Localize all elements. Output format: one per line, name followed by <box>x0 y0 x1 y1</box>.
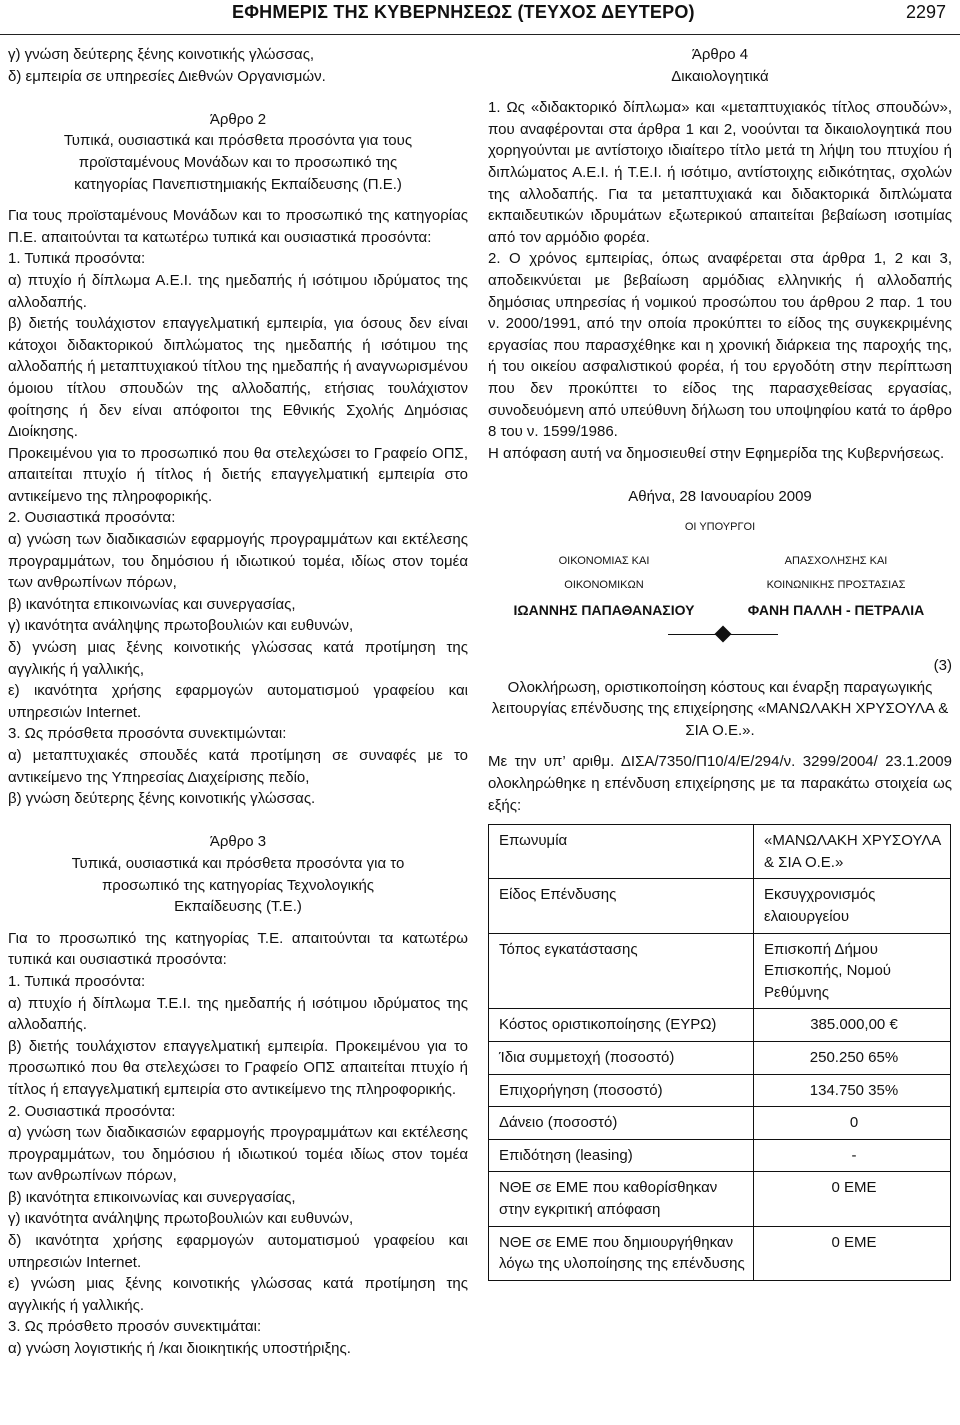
paragraph: 1. Τυπικά προσόντα: <box>8 972 146 990</box>
table-cell-label: Δάνειο (ποσοστό) <box>489 1107 754 1140</box>
table-row <box>489 1074 951 1107</box>
paragraph: β) διετής τουλάχιστον επαγγελματική εμπειρία. Προκειμένου για το προσωπικό που θα στελεχώσει το Γραφείο ΟΠΣ απαιτείται πτυχίο ή τίτλος ή επαγγελματική εμπειρία στο αντικείμενο της πληροφορικής. <box>8 1037 468 1098</box>
paragraph: 1. Ως «διδακτορικό δίπλωμα» και «μεταπτυχιακός τίτλος σπουδών», που αναφέρονται στα άρθρα 1 και 2, νοούνται τα δικαιολογητικά που χορηγούνται με αντίστοιχο ιδιαίτερο τίτλο μετά τη λήψη του πτυχίου ή διπλώματος Α.Ε.Ι. ή Τ.Ε.Ι. ή ισότιμο, αντίστοιχης ειδικότητας, σχολών της αλλοδαπής. Για τα μεταπτυχιακά και διδακτορικά διπλώματα εκπαιδευτικών ιδρυμάτων εξωτερικού απαιτείται βεβαίωση ισοτιμίας από τον αρμόδιο φορέα. <box>488 99 952 246</box>
table-row <box>489 1009 951 1042</box>
table-cell-value: - <box>754 1139 951 1172</box>
article-3-subtitle: προσωπικό της κατηγορίας Τεχνολογικής <box>101 876 375 894</box>
signatory-right: ΦΑΝΗ ΠΑΛΛΗ - ΠΕΤΡΑΛΙΑ <box>747 602 925 619</box>
table-cell-label: Επιδότηση (leasing) <box>489 1139 754 1172</box>
article-2-subtitle: κατηγορίας Πανεπιστημιακής Εκπαίδευσης (Π.Ε.) <box>74 175 402 193</box>
signature-date: Αθήνα, 28 Ιανουαρίου 2009 <box>628 487 812 505</box>
paragraph: α) μεταπτυχιακές σπουδές κατά προτίμηση σε συναφές με το αντικείμενο της Υπηρεσίας Διαχείρισης πεδίο, <box>8 747 468 786</box>
table-cell-value: 134.750 35% <box>754 1074 951 1107</box>
paragraph: 2. Ο χρόνος εμπειρίας, όπως αναφέρεται στα άρθρα 1, 2 και 3, αποδεικνύεται με βεβαίωση αρμόδιας ελληνικής ή αλλοδαπής δημόσιας υπηρεσίας ή νομικού προσώπου του άρθρου 2 παρ. 1 του ν. 2000/1991, από την οποία προκύπτει το είδος της συγκεκριμένης εργασίας που παρασχέθηκε και η χρονική διάρκεια της παροχής της, ή του οικείου ασφαλιστικού φορέα, ή του εργοδότη στην περίπτωση που δεν προκύπτει το είδος της παρασχεθείσας εργασίας, συνοδευόμενη από υπεύθυνη δήλωση του υποψηφίου κατά το άρθρο 8 του ν. 1599/1986. <box>488 250 952 441</box>
table-cell-value: «ΜΑΝΩΛΑΚΗ ΧΡΥΣΟΥΛΑ & ΣΙΑ Ο.Ε.» <box>754 825 951 879</box>
paragraph: 3. Ως πρόσθετα προσόντα συνεκτιμώνται: <box>8 725 287 743</box>
article-4-title: Άρθρο 4 <box>691 46 749 63</box>
paragraph: Για τους προϊσταμένους Μονάδων και το προσωπικό της κατηγορίας Π.Ε. απαιτούνται τα κατωτέρω τυπικά και ουσιαστικά προσόντα: <box>8 207 468 246</box>
section-title: Ολοκλήρωση, οριστικοποίηση κόστους και έναρξη παραγωγικής λειτουργίας επένδυσης της επιχείρησης «ΜΑΝΩΛΑΚΗ ΧΡΥΣΟΥΛΑ & ΣΙΑ Ο.Ε.». <box>491 678 949 739</box>
paragraph: ε) γνώση μιας ξένης κοινοτικής γλώσσας κατά προτίμηση της αγγλικής ή γαλλικής. <box>8 1275 468 1314</box>
section-number: (3) <box>933 657 952 675</box>
paragraph: β) γνώση δεύτερης ξένης κοινοτικής γλώσσας. <box>8 790 316 808</box>
paragraph: δ) γνώση μιας ξένης κοινοτικής γλώσσας κατά προτίμηση της αγγλικής ή γαλλικής, <box>8 639 468 678</box>
signatures-row <box>488 597 952 623</box>
ministry-right: ΚΟΙΝΩΝΙΚΗΣ ΠΡΟΣΤΑΣΙΑΣ <box>766 579 906 592</box>
table-row <box>489 1139 951 1172</box>
gazette-title: ΕΦΗΜΕΡΙΣ ΤΗΣ ΚΥΒΕΡΝΗΣΕΩΣ (ΤΕΥΧΟΣ ΔΕΥΤΕΡΟ) <box>232 2 695 22</box>
table-cell-value: 0 ΕΜΕ <box>754 1172 951 1226</box>
paragraph: γ) γνώση δεύτερης ξένης κοινοτικής γλώσσας, <box>8 46 315 63</box>
table-row <box>489 1226 951 1280</box>
paragraph: 2. Ουσιαστικά προσόντα: <box>8 1102 176 1120</box>
paragraph: γ) ικανότητα ανάληψης πρωτοβουλιών και ευθυνών, <box>8 617 354 635</box>
table-cell-label: Επωνυμία <box>489 825 754 879</box>
article-2-title: Άρθρο 2 <box>209 110 267 128</box>
paragraph: 1. Τυπικά προσόντα: <box>8 250 146 268</box>
ministry-left: ΟΙΚΟΝΟΜΙΚΩΝ <box>564 579 644 592</box>
table-row <box>489 933 951 1009</box>
right-column <box>488 44 952 1281</box>
signatory-left: ΙΩΑΝΝΗΣ ΠΑΠΑΘΑΝΑΣΙΟΥ <box>513 602 695 619</box>
table-row <box>489 1107 951 1140</box>
table-cell-label: Είδος Επένδυσης <box>489 879 754 933</box>
ministry-left: ΟΙΚΟΝΟΜΙΑΣ ΚΑΙ <box>558 555 650 568</box>
paragraph: Προκειμένου για το προσωπικό που θα στελεχώσει το Γραφείο ΟΠΣ, απαιτείται πτυχίο ή τίτλος ή διετής επαγγελματική εμπειρία στο αντικείμενο της πληροφορικής. <box>8 444 468 505</box>
paragraph: α) γνώση των διαδικασιών εφαρμογής προγραμμάτων και εκτέλεσης προγραμμάτων, του δημόσιου ή ιδιωτικού τομέα, ιδίως στον τομέα των ανθρωπίνων πόρων, <box>8 531 468 592</box>
article-3-subtitle: Τυπικά, ουσιαστικά και πρόσθετα προσόντα για το <box>71 854 405 872</box>
paragraph: β) ικανότητα επικοινωνίας και συνεργασίας, <box>8 595 296 613</box>
table-cell-label: Κόστος οριστικοποίησης (ΕΥΡΩ) <box>489 1009 754 1042</box>
table-cell-value: 250.250 65% <box>754 1041 951 1074</box>
paragraph: β) ικανότητα επικοινωνίας και συνεργασίας, <box>8 1188 296 1206</box>
table-row <box>489 1172 951 1226</box>
paragraph: 2. Ουσιαστικά προσόντα: <box>8 509 176 527</box>
paragraph: δ) ικανότητα χρήσης εφαρμογών αυτοματισμού γραφείου και υπηρεσιών Internet. <box>8 1232 468 1271</box>
table-cell-value: 0 <box>754 1107 951 1140</box>
table-cell-label: ΝΘΕ σε ΕΜΕ που καθορίσθηκαν στην εγκριτική απόφαση <box>489 1172 754 1226</box>
paragraph: ε) ικανότητα χρήσης εφαρμογών αυτοματισμού γραφείου και υπηρεσιών Internet. <box>8 682 468 721</box>
table-cell-label: ΝΘΕ σε ΕΜΕ που δημιουργήθηκαν λόγω της υλοποίησης της επένδυσης <box>489 1226 754 1280</box>
table-cell-label: Τόπος εγκατάστασης <box>489 933 754 1009</box>
paragraph: δ) εμπειρία σε υπηρεσίες Διεθνών Οργανισμών. <box>8 67 326 85</box>
article-3-subtitle: Εκπαίδευσης (Τ.Ε.) <box>174 898 302 916</box>
table-cell-value: 0 ΕΜΕ <box>754 1226 951 1280</box>
ministers-label: ΟΙ ΥΠΟΥΡΓΟΙ <box>684 521 756 534</box>
article-2-subtitle: προϊσταμένους Μονάδων και το προσωπικό της <box>78 153 398 171</box>
table-cell-value: Επισκοπή Δήμου Επισκοπής, Νομού Ρεθύμνης <box>754 933 951 1009</box>
section-divider <box>488 623 952 645</box>
ministries-row <box>488 573 952 597</box>
paragraph: γ) ικανότητα ανάληψης πρωτοβουλιών και ευθυνών, <box>8 1210 354 1228</box>
paragraph: Με την υπ’ αριθμ. ΔΙΣΑ/7350/Π10/4/Ε/294/ν. 3299/2004/ 23.1.2009 ολοκληρώθηκε η επένδυση επιχείρησης με τα παρακάτω στοιχεία ως εξής: <box>488 753 952 814</box>
investment-table <box>488 824 951 1281</box>
paragraph: Η απόφαση αυτή να δημοσιευθεί στην Εφημερίδα της Κυβερνήσεως. <box>488 444 945 462</box>
ministry-right: ΑΠΑΣΧΟΛΗΣΗΣ ΚΑΙ <box>784 555 888 568</box>
ministries-row <box>488 549 952 573</box>
table-cell-value: 385.000,00 € <box>754 1009 951 1042</box>
article-4-subtitle: Δικαιολογητικά <box>671 67 769 85</box>
article-3-title: Άρθρο 3 <box>209 833 267 851</box>
paragraph: α) γνώση λογιστικής ή /και διοικητικής υποστήριξης. <box>8 1340 351 1358</box>
paragraph: α) πτυχίο ή δίπλωμα Τ.Ε.Ι. της ημεδαπής ή ισότιμου ιδρύματος της αλλοδαπής. <box>8 994 468 1034</box>
table-row <box>489 1041 951 1074</box>
page-header <box>0 0 960 35</box>
table-row <box>489 825 951 879</box>
paragraph: Για το προσωπικό της κατηγορίας Τ.Ε. απαιτούνται τα κατωτέρω τυπικά και ουσιαστικά προσόντα: <box>8 929 468 969</box>
table-row <box>489 879 951 933</box>
diamond-icon <box>715 626 732 643</box>
paragraph: β) διετής τουλάχιστον επαγγελματική εμπειρία, για όσους δεν είναι κάτοχοι διδακτορικού διπλώματος της ημεδαπής ή ισότιμου της αλλοδαπής ή μεταπτυχιακού τίτλου της ημεδαπής ή αναγνωρισμένου όμοιου τίτλου σπουδών της αλλοδαπής, ετήσιας τουλάχιστον φοίτησης ή δεν είναι απόφοιτοι της Εθνικής Σχολής Δημόσιας Διοίκησης. <box>8 315 468 441</box>
table-cell-label: Επιχορήγηση (ποσοστό) <box>489 1074 754 1107</box>
table-cell-value: Εκσυγχρονισμός ελαιουργείου <box>754 879 951 933</box>
paragraph: α) γνώση των διαδικασιών εφαρμογής προγραμμάτων και εκτέλεσης προγραμμάτων, του δημόσιου ή ιδιωτικού τομέα ιδίως στον τομέα των ανθρωπίνων πόρων, <box>8 1124 468 1185</box>
page-number: 2297 <box>905 2 946 22</box>
left-column <box>8 44 468 1360</box>
paragraph: 3. Ως πρόσθετο προσόν συνεκτιμάται: <box>8 1318 262 1336</box>
table-cell-label: Ίδια συμμετοχή (ποσοστό) <box>489 1041 754 1074</box>
article-2-subtitle: Τυπικά, ουσιαστικά και πρόσθετα προσόντα για τους <box>63 132 413 150</box>
paragraph: α) πτυχίο ή δίπλωμα Α.Ε.Ι. της ημεδαπής ή ισότιμου ιδρύματος της αλλοδαπής. <box>8 271 468 311</box>
